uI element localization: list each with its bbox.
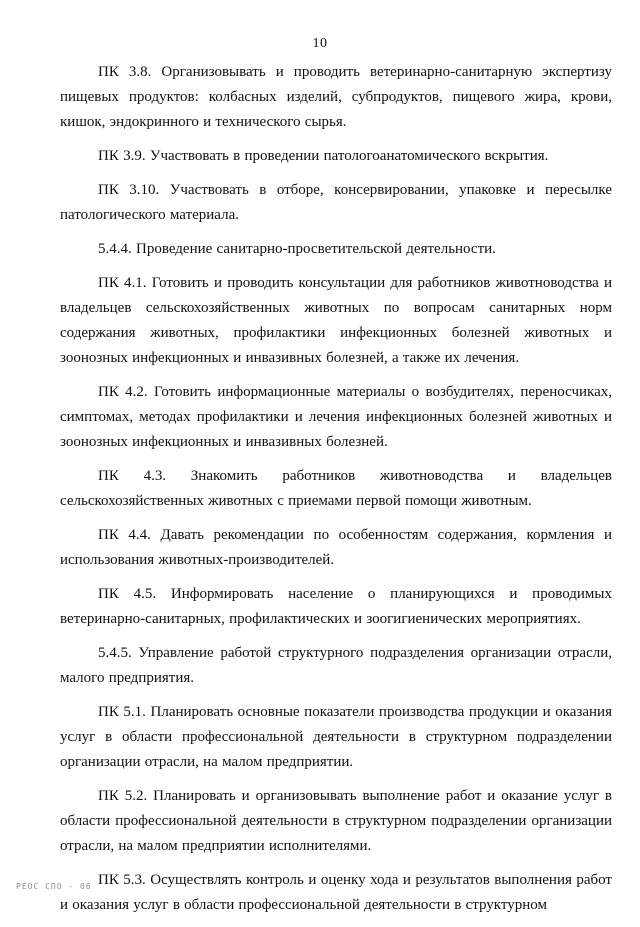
footer-code: РЕОС СПО - 06 bbox=[16, 882, 92, 891]
paragraph-pk-4-1: ПК 4.1. Готовить и проводить консультации для работников животноводства и владельцев сельскохозяйственных животных по вопросам санитарных норм содержания животных, профилактики инфекционных болезней животных и зоонозных инфекционных и инвазивных болезней, а также их лечения. bbox=[60, 275, 612, 366]
paragraph-pk-4-3: ПК 4.3. Знакомить работников животноводства и владельцев сельскохозяйственных животных с приемами первой помощи животным. bbox=[60, 468, 612, 509]
section-heading-5-4-5: 5.4.5. Управление работой структурного подразделения организации отрасли, малого предприятия. bbox=[60, 645, 612, 686]
paragraph-pk-4-5: ПК 4.5. Информировать население о планирующихся и проводимых ветеринарно-санитарных, профилактических и зоогигиенических мероприятиях. bbox=[60, 586, 612, 627]
document-body bbox=[60, 60, 612, 927]
paragraph-pk-3-8: ПК 3.8. Организовывать и проводить ветеринарно-санитарную экспертизу пищевых продуктов: колбасных изделий, субпродуктов, пищевого жира, крови, кишок, эндокринного и технического сырья. bbox=[60, 64, 612, 130]
paragraph-pk-4-2: ПК 4.2. Готовить информационные материалы о возбудителях, переносчиках, симптомах, методах профилактики и лечения инфекционных болезней животных и зоонозных инфекционных и инвазивных болезней. bbox=[60, 384, 612, 450]
paragraph-pk-5-3: ПК 5.3. Осуществлять контроль и оценку хода и результатов выполнения работ и оказания услуг в области профессиональной деятельности в структурном bbox=[60, 872, 612, 913]
paragraph-pk-5-2: ПК 5.2. Планировать и организовывать выполнение работ и оказание услуг в области профессиональной деятельности в структурном подразделении организации отрасли, на малом предприятии исполнителями. bbox=[60, 788, 612, 854]
section-heading-5-4-4: 5.4.4. Проведение санитарно-просветительской деятельности. bbox=[98, 241, 496, 257]
paragraph-pk-4-4: ПК 4.4. Давать рекомендации по особенностям содержания, кормления и использования животных-производителей. bbox=[60, 527, 612, 568]
paragraph-pk-5-1: ПК 5.1. Планировать основные показатели производства продукции и оказания услуг в области профессиональной деятельности в структурном подразделении организации отрасли, на малом предприятии. bbox=[60, 704, 612, 770]
paragraph-pk-3-10: ПК 3.10. Участвовать в отборе, консервировании, упаковке и пересылке патологического материала. bbox=[60, 182, 612, 223]
paragraph-pk-3-9: ПК 3.9. Участвовать в проведении патологоанатомического вскрытия. bbox=[98, 148, 549, 164]
page-number: 10 bbox=[312, 36, 328, 51]
